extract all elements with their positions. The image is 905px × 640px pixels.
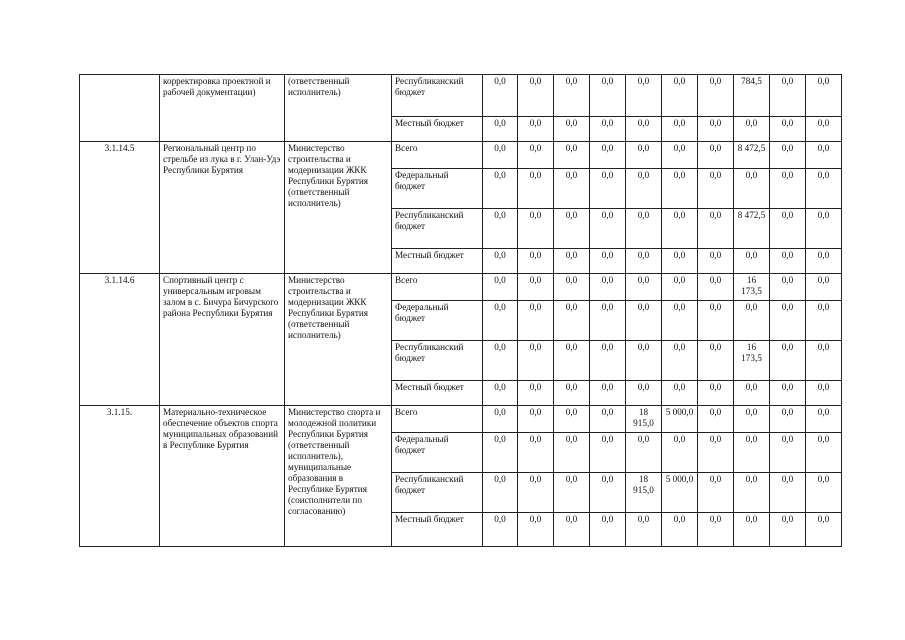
value-cell: 0,0 (770, 473, 806, 513)
value-cell: 0,0 (770, 406, 806, 433)
value-cell: 0,0 (483, 274, 518, 301)
value-cell: 0,0 (554, 513, 590, 547)
value-cell: 0,0 (770, 341, 806, 381)
item-code: 3.1.14.6 (80, 274, 160, 406)
value-cell: 0,0 (518, 142, 554, 169)
value-cell: 0,0 (554, 406, 590, 433)
value-cell: 0,0 (626, 513, 662, 547)
value-cell: 784,5 (734, 75, 770, 117)
value-cell: 0,0 (662, 142, 698, 169)
value-cell: 0,0 (662, 301, 698, 341)
value-cell: 0,0 (518, 513, 554, 547)
value-cell: 0,0 (806, 406, 842, 433)
value-cell: 0,0 (518, 209, 554, 249)
value-cell: 0,0 (483, 75, 518, 117)
value-cell: 0,0 (590, 433, 626, 473)
value-cell: 0,0 (590, 209, 626, 249)
value-cell: 0,0 (770, 274, 806, 301)
value-cell: 0,0 (698, 142, 734, 169)
value-cell: 0,0 (698, 473, 734, 513)
value-cell: 0,0 (734, 406, 770, 433)
value-cell: 0,0 (483, 513, 518, 547)
value-cell: 0,0 (590, 473, 626, 513)
value-cell: 0,0 (518, 169, 554, 209)
value-cell: 0,0 (806, 249, 842, 274)
value-cell: 0,0 (626, 117, 662, 142)
funding-source: Федеральный бюджет (392, 169, 483, 209)
value-cell: 0,0 (483, 341, 518, 381)
item-executor: Министерство строительства и модернизации ЖКК Республики Бурятия (ответственный исполнитель) (285, 274, 392, 406)
value-cell: 0,0 (518, 433, 554, 473)
value-cell: 0,0 (626, 209, 662, 249)
budget-table (79, 74, 842, 547)
value-cell: 0,0 (483, 406, 518, 433)
funding-source: Всего (392, 274, 483, 301)
value-cell: 0,0 (483, 381, 518, 406)
value-cell: 0,0 (554, 274, 590, 301)
value-cell: 0,0 (518, 274, 554, 301)
value-cell: 8 472,5 (734, 142, 770, 169)
value-cell: 0,0 (770, 433, 806, 473)
value-cell: 0,0 (590, 249, 626, 274)
value-cell: 0,0 (626, 75, 662, 117)
value-cell: 0,0 (662, 513, 698, 547)
value-cell: 0,0 (590, 169, 626, 209)
value-cell: 0,0 (662, 381, 698, 406)
funding-source: Республиканский бюджет (392, 473, 483, 513)
value-cell: 16 173,5 (734, 274, 770, 301)
funding-source: Местный бюджет (392, 513, 483, 547)
value-cell: 8 472,5 (734, 209, 770, 249)
value-cell: 0,0 (518, 406, 554, 433)
value-cell: 0,0 (554, 169, 590, 209)
funding-source: Республиканский бюджет (392, 75, 483, 117)
value-cell: 0,0 (483, 169, 518, 209)
funding-source: Местный бюджет (392, 381, 483, 406)
value-cell: 0,0 (662, 249, 698, 274)
table-row (80, 406, 842, 433)
value-cell: 0,0 (590, 301, 626, 341)
value-cell: 0,0 (806, 341, 842, 381)
value-cell: 0,0 (662, 117, 698, 142)
value-cell: 0,0 (554, 433, 590, 473)
item-name: Материально-техническое обеспечение объектов спорта муниципальных образований в Республике Бурятия (160, 406, 285, 547)
value-cell: 0,0 (518, 249, 554, 274)
value-cell: 16 173,5 (734, 341, 770, 381)
value-cell: 0,0 (483, 249, 518, 274)
item-executor: Министерство спорта и молодежной политики Республики Бурятия (ответственный исполнитель), муниципальные образования в Республике Бурятия (соисполнители по согласованию) (285, 406, 392, 547)
value-cell: 0,0 (483, 142, 518, 169)
value-cell: 0,0 (770, 169, 806, 209)
item-executor: Министерство строительства и модернизации ЖКК Республики Бурятия (ответственный исполнитель) (285, 142, 392, 274)
value-cell: 0,0 (662, 433, 698, 473)
value-cell: 0,0 (662, 169, 698, 209)
table-row (80, 274, 842, 301)
value-cell: 0,0 (806, 473, 842, 513)
value-cell: 0,0 (662, 274, 698, 301)
item-name: Региональный центр по стрельбе из лука в г. Улан-Удэ Республики Бурятия (160, 142, 285, 274)
value-cell: 0,0 (698, 249, 734, 274)
value-cell: 0,0 (554, 341, 590, 381)
value-cell: 0,0 (626, 433, 662, 473)
value-cell: 0,0 (698, 381, 734, 406)
value-cell: 0,0 (806, 274, 842, 301)
value-cell: 0,0 (483, 209, 518, 249)
value-cell: 0,0 (590, 142, 626, 169)
table-row (80, 142, 842, 169)
funding-source: Всего (392, 142, 483, 169)
value-cell: 0,0 (734, 381, 770, 406)
value-cell: 0,0 (698, 341, 734, 381)
value-cell: 0,0 (483, 301, 518, 341)
value-cell: 0,0 (770, 301, 806, 341)
value-cell: 0,0 (590, 274, 626, 301)
value-cell: 0,0 (770, 117, 806, 142)
value-cell: 0,0 (806, 513, 842, 547)
value-cell: 0,0 (626, 301, 662, 341)
value-cell: 0,0 (734, 513, 770, 547)
value-cell: 0,0 (554, 75, 590, 117)
value-cell: 0,0 (734, 433, 770, 473)
value-cell: 0,0 (806, 117, 842, 142)
funding-source: Всего (392, 406, 483, 433)
value-cell: 0,0 (734, 301, 770, 341)
value-cell: 0,0 (626, 274, 662, 301)
funding-source: Местный бюджет (392, 117, 483, 142)
value-cell: 0,0 (770, 513, 806, 547)
item-code: 3.1.15. (80, 406, 160, 547)
value-cell: 0,0 (483, 433, 518, 473)
value-cell: 0,0 (626, 341, 662, 381)
item-name: Спортивный центр с универсальным игровым залом в с. Бичура Бичурского района Республики Бурятия (160, 274, 285, 406)
value-cell: 0,0 (554, 249, 590, 274)
funding-source: Федеральный бюджет (392, 433, 483, 473)
value-cell: 0,0 (518, 341, 554, 381)
value-cell: 0,0 (806, 169, 842, 209)
value-cell: 0,0 (483, 473, 518, 513)
value-cell: 0,0 (698, 209, 734, 249)
value-cell: 0,0 (554, 142, 590, 169)
value-cell: 0,0 (698, 406, 734, 433)
value-cell: 0,0 (698, 274, 734, 301)
item-code: 3.1.14.5 (80, 142, 160, 274)
value-cell: 0,0 (626, 142, 662, 169)
value-cell: 0,0 (806, 209, 842, 249)
value-cell: 0,0 (806, 142, 842, 169)
item-executor: (ответственный исполнитель) (285, 75, 392, 142)
value-cell: 0,0 (483, 117, 518, 142)
value-cell: 0,0 (554, 301, 590, 341)
value-cell: 0,0 (734, 117, 770, 142)
value-cell: 0,0 (590, 406, 626, 433)
value-cell: 0,0 (518, 301, 554, 341)
value-cell: 0,0 (734, 473, 770, 513)
funding-source: Республиканский бюджет (392, 341, 483, 381)
value-cell: 0,0 (698, 433, 734, 473)
value-cell: 0,0 (698, 169, 734, 209)
value-cell: 0,0 (806, 301, 842, 341)
value-cell: 0,0 (806, 433, 842, 473)
value-cell: 5 000,0 (662, 406, 698, 433)
table-row (80, 75, 842, 117)
value-cell: 0,0 (770, 142, 806, 169)
value-cell: 0,0 (518, 381, 554, 406)
value-cell: 0,0 (698, 117, 734, 142)
value-cell: 0,0 (518, 473, 554, 513)
value-cell: 0,0 (518, 117, 554, 142)
value-cell: 0,0 (806, 381, 842, 406)
value-cell: 0,0 (554, 209, 590, 249)
value-cell: 0,0 (518, 75, 554, 117)
value-cell: 0,0 (698, 75, 734, 117)
value-cell: 0,0 (590, 117, 626, 142)
value-cell: 0,0 (698, 513, 734, 547)
value-cell: 0,0 (662, 341, 698, 381)
value-cell: 0,0 (626, 249, 662, 274)
value-cell: 0,0 (554, 473, 590, 513)
value-cell: 0,0 (806, 75, 842, 117)
value-cell: 0,0 (626, 169, 662, 209)
value-cell: 0,0 (734, 249, 770, 274)
value-cell: 0,0 (590, 381, 626, 406)
value-cell: 18 915,0 (626, 406, 662, 433)
value-cell: 0,0 (734, 169, 770, 209)
value-cell: 0,0 (554, 117, 590, 142)
value-cell: 0,0 (626, 381, 662, 406)
item-name: корректировка проектной и рабочей документации) (160, 75, 285, 142)
value-cell: 0,0 (590, 513, 626, 547)
value-cell: 0,0 (770, 249, 806, 274)
funding-source: Федеральный бюджет (392, 301, 483, 341)
value-cell: 0,0 (590, 341, 626, 381)
funding-source: Местный бюджет (392, 249, 483, 274)
value-cell: 0,0 (554, 381, 590, 406)
item-code (80, 75, 160, 142)
value-cell: 0,0 (770, 75, 806, 117)
value-cell: 0,0 (770, 209, 806, 249)
value-cell: 5 000,0 (662, 473, 698, 513)
value-cell: 0,0 (662, 75, 698, 117)
value-cell: 0,0 (662, 209, 698, 249)
value-cell: 0,0 (590, 75, 626, 117)
value-cell: 0,0 (770, 381, 806, 406)
value-cell: 0,0 (698, 301, 734, 341)
funding-source: Республиканский бюджет (392, 209, 483, 249)
value-cell: 18 915,0 (626, 473, 662, 513)
